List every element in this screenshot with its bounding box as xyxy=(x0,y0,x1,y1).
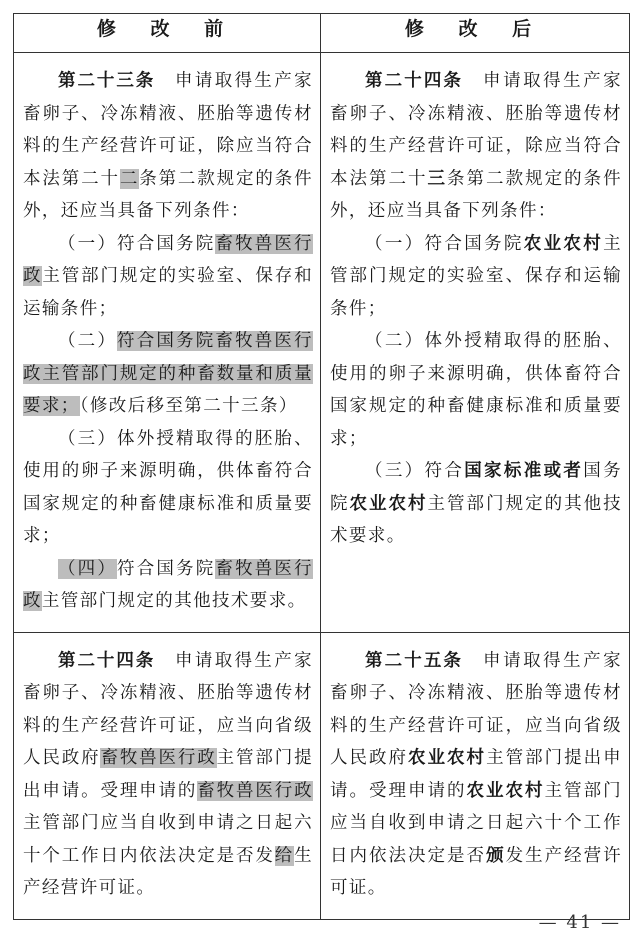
clause-text: 申请取得生产家畜卵子、冷冻精液、胚胎等遗传材料的生产经营许可证，应当向省级人民政府 xyxy=(23,650,314,768)
clause-paragraph xyxy=(23,228,313,326)
clause-paragraph xyxy=(23,645,313,905)
clause-text: 条第二款规定的条件外，还应当具备下列条件： xyxy=(23,168,314,221)
after-cell xyxy=(321,53,630,633)
clause-text: （三）符合 xyxy=(365,461,465,481)
after-cell xyxy=(321,632,630,919)
header-before: 修 改 前 xyxy=(14,14,321,53)
clause-paragraph xyxy=(330,228,622,326)
clause-text: 主管部门提出申请。受理申请的 xyxy=(330,748,622,801)
highlighted-text: 畜牧兽医行政 xyxy=(197,780,313,801)
bold-change-text: 三 xyxy=(427,168,448,189)
clause-text: 主管部门规定的实验室、保存和运输条件； xyxy=(23,266,313,319)
highlighted-text: 畜牧兽医行政 xyxy=(100,748,217,768)
before-cell xyxy=(14,632,321,919)
clause-text: 申请取得生产家畜卵子、冷冻精液、胚胎等遗传材料的生产经营许可证，除应当符合本法第二十 xyxy=(23,71,314,189)
highlighted-text: （四） xyxy=(58,558,118,579)
clause-text: 主管部门规定的其他技术要求。 xyxy=(41,591,307,611)
clause-text: 生产经营许可证。 xyxy=(23,845,314,898)
clause-text: 国务院 xyxy=(330,461,622,514)
bold-change-text: 农业农村 xyxy=(408,748,487,768)
clause-text: 发生产经营许可证。 xyxy=(330,845,623,898)
clause-text: 申请取得生产家畜卵子、冷冻精液、胚胎等遗传材料的生产经营许可证，应当向省级人民政府 xyxy=(330,650,623,768)
bold-change-text: 农业农村 xyxy=(466,780,545,801)
article-number: 第二十三条 xyxy=(58,71,156,91)
highlighted-text: 畜牧兽医行政 xyxy=(23,233,314,286)
bold-change-text: 农业农村 xyxy=(523,233,604,254)
clause-text: 主管部门应当自收到申请之日起六十个工作日内依法决定是否 xyxy=(330,780,622,866)
clause-paragraph xyxy=(330,645,622,905)
highlighted-text: 符合国务院畜牧兽医行政主管部门规定的种畜数量和质量要求； xyxy=(23,331,314,416)
clause-text: （二）体外授精取得的胚胎、使用的卵子来源明确，供体畜符合国家规定的种畜健康标准和质量要求； xyxy=(330,331,622,449)
clause-text: 主管部门规定的实验室、保存和运输条件； xyxy=(330,233,623,319)
article-number: 第二十五条 xyxy=(365,650,464,671)
clause-text: 主管部门提出申请。受理申请的 xyxy=(23,748,313,801)
clause-paragraph xyxy=(330,325,622,455)
highlighted-text: 二 xyxy=(119,168,140,189)
bold-change-text: 颁 xyxy=(486,845,506,866)
article-number: 第二十四条 xyxy=(58,650,156,671)
clause-paragraph xyxy=(23,325,313,423)
clause-text: 条第二款规定的条件外，还应当具备下列条件： xyxy=(330,168,622,221)
article-number: 第二十四条 xyxy=(365,71,464,91)
clause-paragraph xyxy=(330,65,622,228)
clause-text: （二） xyxy=(58,331,118,351)
bold-change-text: 农业农村 xyxy=(349,493,428,514)
before-cell xyxy=(14,53,321,633)
clause-text: （修改后移至第二十三条） xyxy=(79,396,298,416)
table-row xyxy=(14,632,630,919)
comparison-table xyxy=(13,13,630,920)
clause-paragraph xyxy=(23,423,313,553)
highlighted-text: 给 xyxy=(274,845,295,866)
clause-text: 符合国务院 xyxy=(117,558,216,579)
clause-text: 主管部门规定的其他技术要求。 xyxy=(330,493,623,546)
clause-text: 主管部门应当自收到申请之日起六十个工作日内依法决定是否发 xyxy=(23,813,313,866)
clause-text: 申请取得生产家畜卵子、冷冻精液、胚胎等遗传材料的生产经营许可证，除应当符合本法第二十 xyxy=(330,71,623,189)
clause-paragraph xyxy=(330,455,622,553)
clause-paragraph xyxy=(23,553,313,618)
table-body xyxy=(14,53,630,920)
header-after: 修 改 后 xyxy=(321,14,630,53)
page-number: — 41 — xyxy=(538,912,621,933)
clause-text: （三）体外授精取得的胚胎、使用的卵子来源明确，供体畜符合国家规定的种畜健康标准和质量要求； xyxy=(23,428,313,546)
highlighted-text: 畜牧兽医行政 xyxy=(23,558,314,611)
clause-text: （一）符合国务院 xyxy=(58,233,216,254)
header-row xyxy=(14,14,630,53)
bold-change-text: 国家标准或者 xyxy=(464,461,584,481)
clause-text: （一）符合国务院 xyxy=(365,233,524,254)
clause-paragraph xyxy=(23,65,313,228)
table-row xyxy=(14,53,630,633)
